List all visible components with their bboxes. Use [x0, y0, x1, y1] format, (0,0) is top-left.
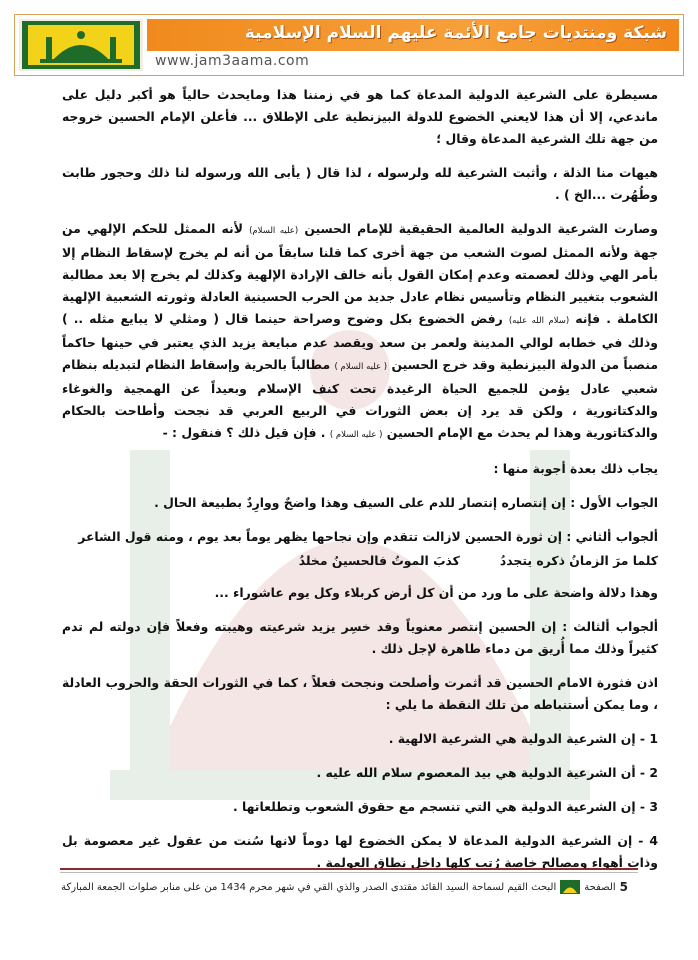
article-body — [62, 84, 658, 886]
page-header — [14, 14, 684, 76]
footer-caption: البحث القيم لسماحة السيد القائد مقتدى الصدر والذي القي في شهر محرم 1434 من على منابر صلوات الجمعة المباركة — [61, 881, 557, 893]
paragraph-4: يجاب ذلك بعدة أجوبة منها : — [493, 461, 658, 476]
answer-1: الجواب الأول : إن إنتصاره إنتصار للدم على السيف وهذا واضحٌ ووارِدٌ بطبيعة الحال . — [154, 495, 658, 510]
poetry-verse — [62, 550, 658, 572]
footer-rule — [60, 868, 638, 870]
p3-part-e: . فإن قيل ذلك ؟ فنقول : - — [162, 425, 326, 440]
footer-rule-thin — [60, 872, 638, 873]
mini-logo-icon — [560, 880, 580, 894]
page-number: 5 — [619, 880, 628, 894]
list-item: 3 - إن الشرعية الدولية هي التي تنسجم مع حقوق الشعوب وتطلعاتها . — [232, 799, 658, 814]
honorific: ( عليه السلام ) — [329, 430, 383, 440]
verse-first-hemistich: كلما مرَ الزمانُ ذكره يتجددُ — [499, 553, 658, 568]
paragraph-2: هيهات منا الذلة ، وأثبت الشرعية لله ولرسوله ، لذا قال ( يأبى الله ورسوله لنا ذلك وحجور طابت وطُهُرت ...الخ ) . — [62, 165, 658, 202]
paragraph-1: مسيطرة على الشرعية الدولية المدعاة كما هو في زمننا هذا ومايحدث حالياً هو أكبر دليل على ماندعي، إلا أن هذا لايعني الخضوع للدولة البيزنطية على الإطلاق ... فأعلن الإمام الحسين خروجه من جهة تلك الشرعية المدعاة وقال ؛ — [62, 87, 658, 146]
site-logo — [19, 19, 143, 71]
answer-2: ألجواب ألثاني : إن ثورة الحسين لازالت تتقدم وإن نجاحها يظهر يوماً بعد يوم ، ومنه قول الشاعر — [78, 529, 658, 544]
p3-part-d: مطالباً بالحرية وإسقاط النظام لتبديله بنظام شعبي عادل يؤمن للجميع الحياة الرغيدة تحت كنف الإسلام وبعيداً عن الهمجية والغوغاء والدكتاتورية ، ولكن قد يرد إن بعض الثورات في الربيع العربي قد نجحت وأطاحت بالحكام والدكتاتورية وهذا لم يحدث مع الإمام الحسين — [62, 357, 658, 440]
paragraph-7: وهذا دلالة واضحة على ما ورد من أن كل أرض كربلاء وكل يوم عاشوراء ... — [214, 585, 658, 600]
page-footer — [60, 880, 628, 894]
verse-second-hemistich: كذبَ الموتُ فالحسينُ مخلدُ — [298, 553, 460, 568]
paragraph-9: اذن فثورة الامام الحسين قد أثمرت وأصلحت ونجحت فعلاً ، كما في الثورات الحقة والحروب العادلة ، وما يمكن أستنباطه من تلك النقطة ما يلي : — [62, 675, 658, 712]
mosque-logo-icon — [22, 21, 140, 69]
honorific: (عليه السلام) — [249, 226, 299, 236]
page-label: الصفحة — [584, 881, 616, 893]
list-item: 4 - إن الشرعية الدولية المدعاة لا يمكن الخضوع لها دوماً لانها سُنت من عقول غير معصومة بل وذات أهواء ومصالح خاصة رُتب كلها داخل نطاق العولمة . — [62, 833, 658, 870]
honorific: (سلام الله عليه) — [508, 316, 570, 326]
p3-part-b: لأنه الممثل للحكم الإلهي من جهة ولأنه الممثل لصوت الشعب من جهة أخرى كما قلنا سابقاً من أنه لم يخرج لإسقاط النظام إلا بأمر الهي وذلك لعصمته وعدم إمكان القول بأنه خالف الإرادة الإلهية وكذلك لم يخرج إلا بعد مطالبة الشعوب بتغيير النظام وتأسيس نظام عادل جديد من الحرب الحسينية العادلة وثورته الشعبية الإلهية الكاملة . فإنه — [62, 221, 658, 326]
honorific: ( عليه السلام ) — [334, 362, 388, 372]
conclusion-list — [62, 728, 658, 874]
answer-3: ألجواب ألثالث : إن الحسين إنتصر معنوياً وقد خسِر يزيد شرعيته وهيبته وفعلاً فإن دولته لم تدم كثيراً وذلك مما أُريق من دماء طاهرة لإجل ذلك . — [62, 619, 658, 656]
site-url: www.jam3aama.com — [155, 53, 310, 69]
paragraph-3 — [62, 218, 658, 446]
list-item: 1 - إن الشرعية الدولية هي الشرعية الالهية . — [388, 731, 658, 746]
p3-part-a: وصارت الشرعية الدولية العالمية الحقيقية للإمام الحسين — [304, 221, 658, 236]
header-banner — [147, 19, 679, 51]
p3-part-c: رفض الخضوع بكل وضوح وصراحة حينما قال ( ومثلي لا يبايع مثله .. ) وذلك في خطابه لوالي المدينة ولعمر بن سعد ويقصد عدم مبايعة يزيد الذي يعتبر في حينها حاكماً منصباً من الدولة البيزنطية وقد خرج الحسين — [62, 311, 658, 372]
site-title: شبكة ومنتديات جامع الأئمة عليهم السلام الإسلامية — [244, 23, 667, 43]
list-item: 2 - أن الشرعية الدولية هي بيد المعصوم سلام الله عليه . — [316, 765, 658, 780]
